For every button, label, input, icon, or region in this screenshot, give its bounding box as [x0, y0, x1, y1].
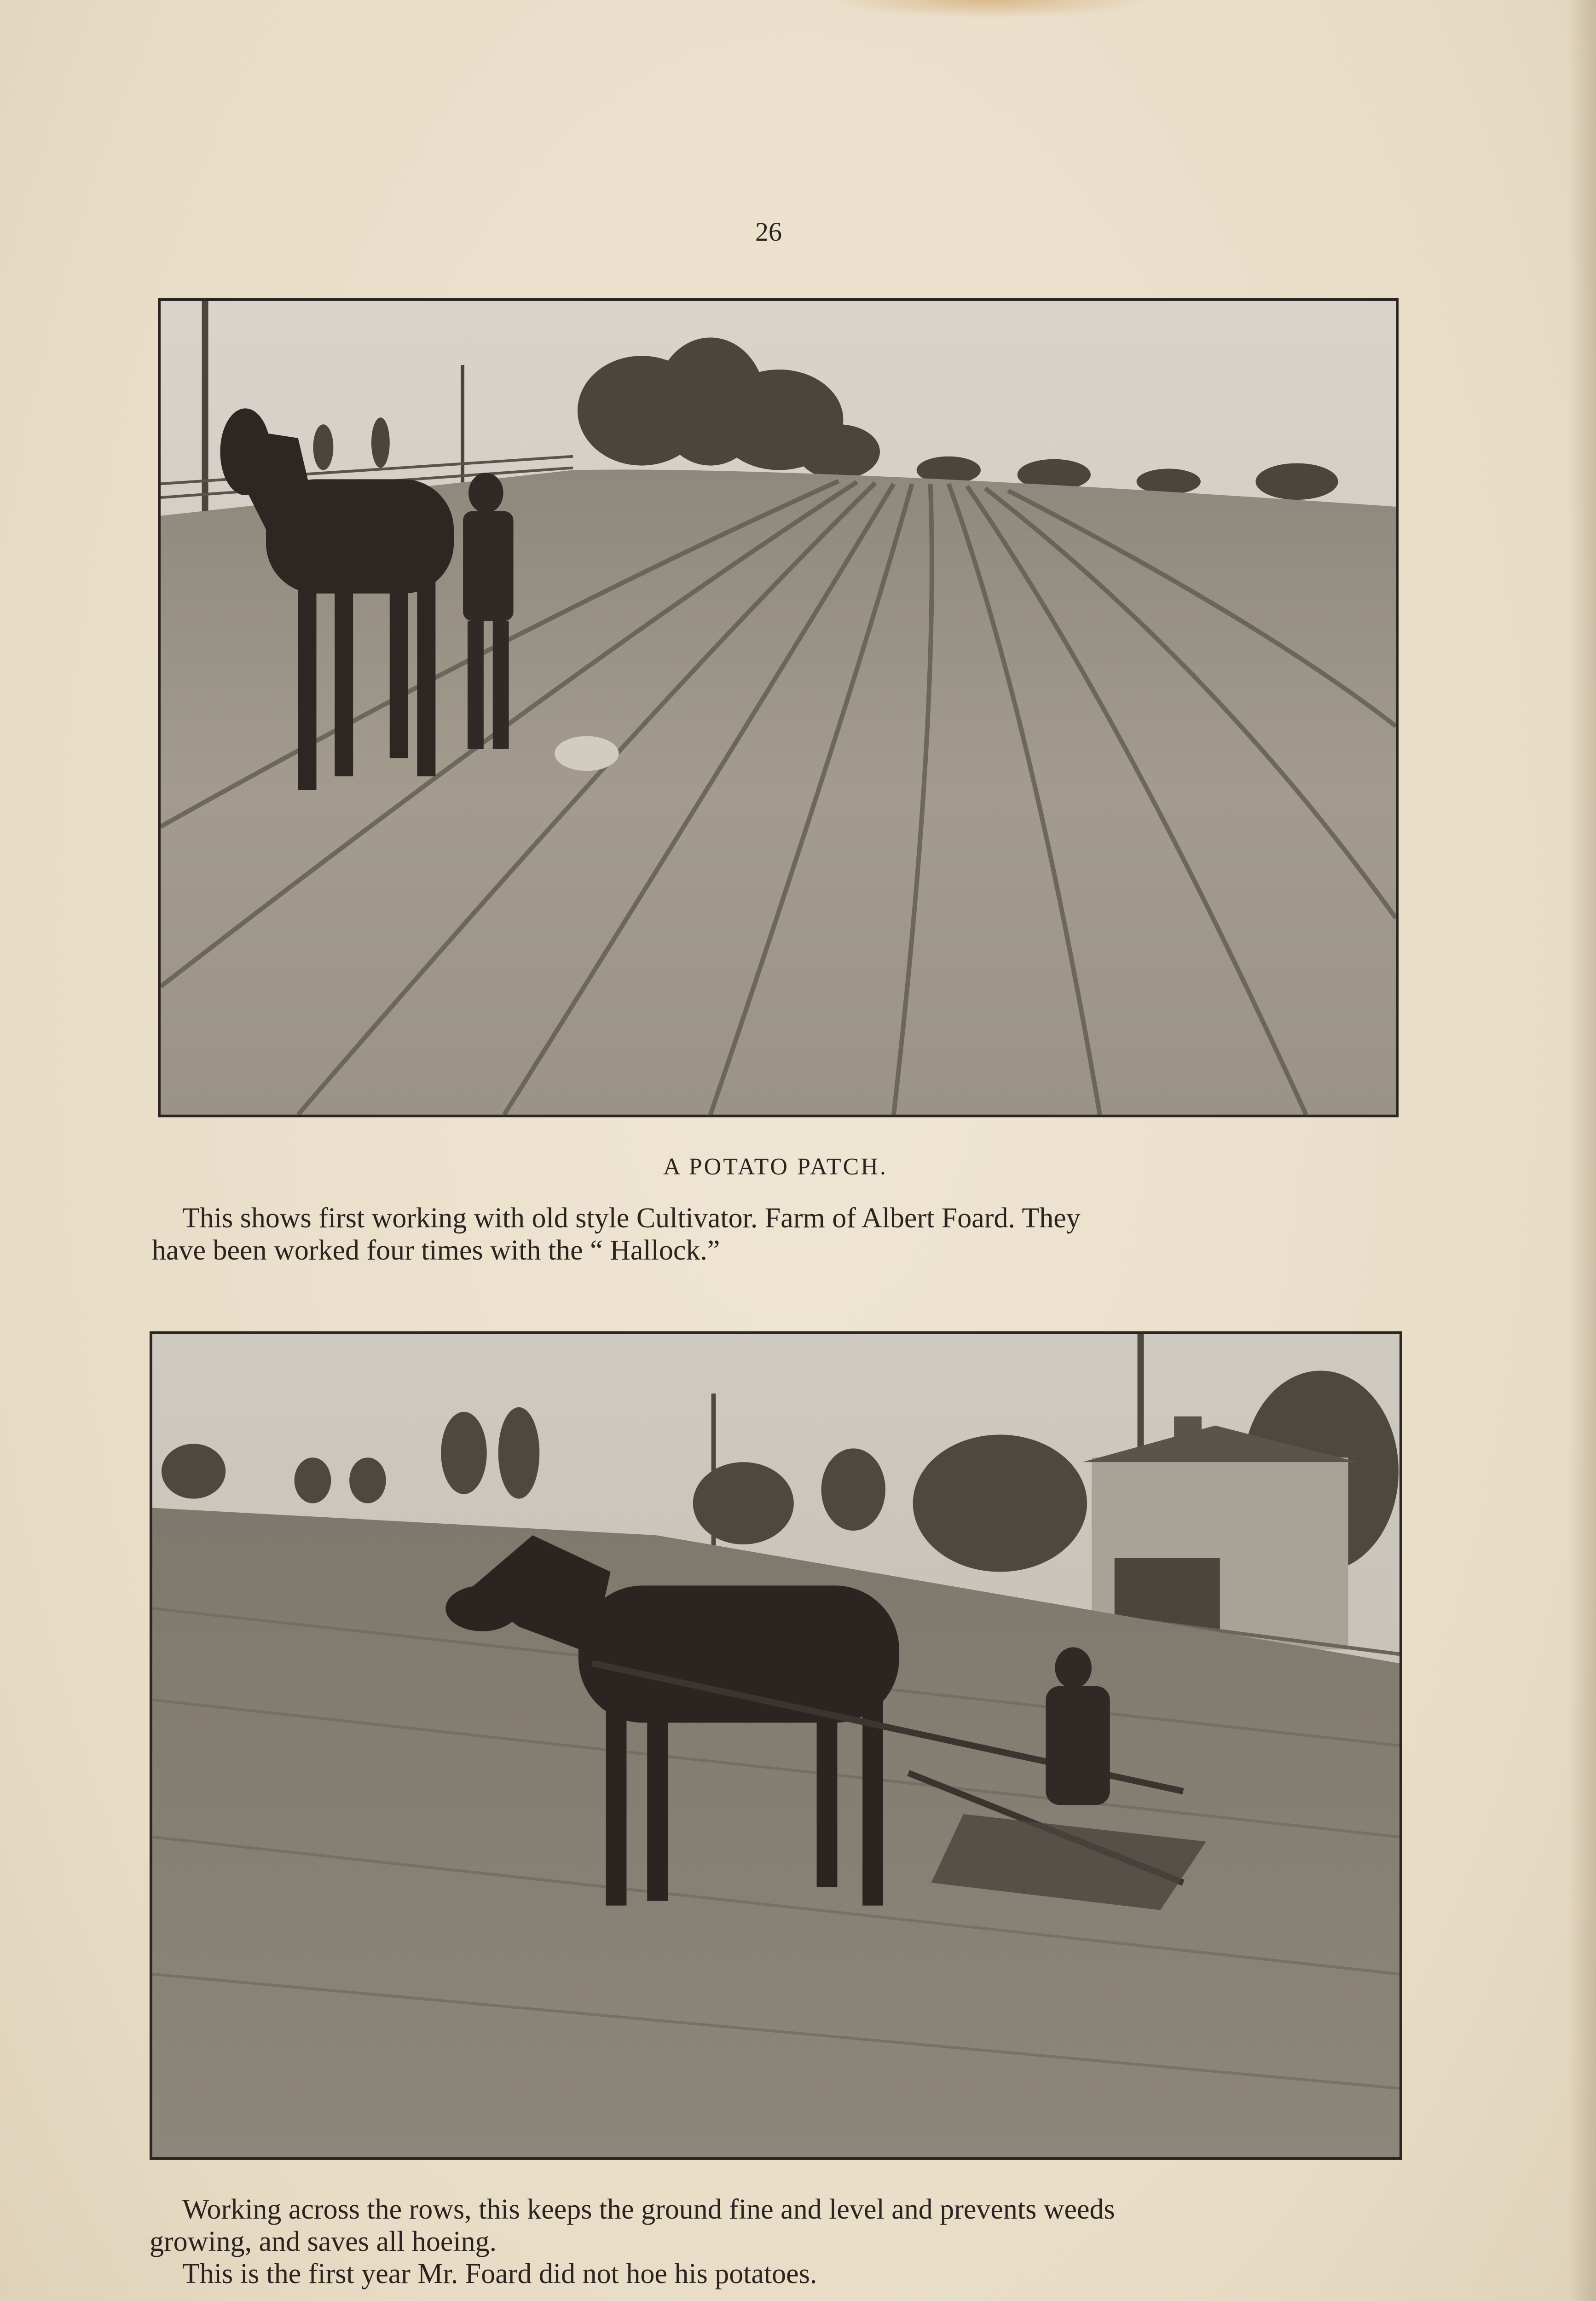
figure2-caption-line1: Working across the rows, this keeps the ground fine and level and prevents weeds	[182, 2194, 1115, 2225]
figure1-caption-line2: have been worked four times with the “ Hallock.”	[152, 1235, 720, 1266]
figure1-caption-line1: This shows first working with old style Cultivator. Farm of Albert Foard. They	[182, 1203, 1081, 1234]
photo-harrow-image	[152, 1334, 1399, 2157]
figure2-caption-line3: This is the first year Mr. Foard did not hoe his potatoes.	[182, 2258, 817, 2289]
photo-potato-patch-image	[161, 301, 1396, 1115]
page-edge-shadow	[1568, 0, 1596, 2301]
paper-stain	[828, 0, 1151, 18]
figure-title: A POTATO PATCH.	[663, 1154, 888, 1180]
horse-drawn-harrow-farmhouse-photo	[150, 1331, 1402, 2160]
page-number: 26	[755, 217, 782, 247]
potato-field-horse-cultivator-photo	[158, 298, 1399, 1117]
figure2-caption-line2: growing, and saves all hoeing.	[150, 2226, 497, 2257]
